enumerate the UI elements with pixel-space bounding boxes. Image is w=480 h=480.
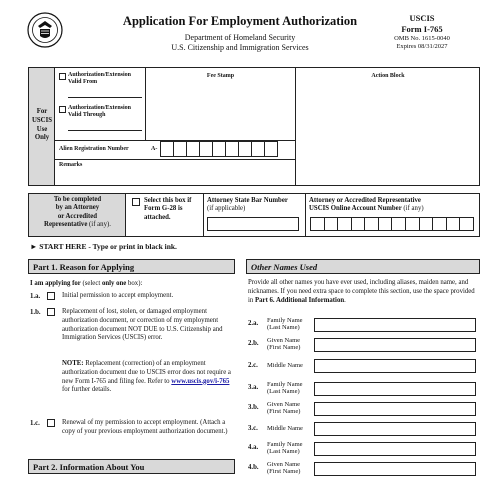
auth-valid-from-checkbox[interactable] <box>59 73 66 80</box>
row-number: 4.a. <box>248 444 259 451</box>
fee-stamp-label: Fee Stamp <box>206 73 235 79</box>
row-number: 3.b. <box>248 404 259 411</box>
bar-number-label: Attorney State Bar Number (if applicable) <box>207 197 288 213</box>
g28-attached-label: Select this box if Form G-28 is attached. <box>144 197 192 221</box>
alien-registration-input[interactable] <box>160 141 278 157</box>
given-name-input[interactable] <box>314 402 476 416</box>
part2-header: Part 2. Information About You <box>28 459 235 474</box>
form-number: Form I-765 <box>401 24 443 34</box>
item-1c-number: 1.c. <box>30 420 40 427</box>
omb-number: OMB No. 1615-0040 <box>394 35 450 42</box>
family-name-input[interactable] <box>314 382 476 396</box>
auth-valid-through-label: Authorization/Extension Valid Through <box>68 105 132 118</box>
name-row <box>248 337 480 353</box>
expiration-date: Expires 08/31/2027 <box>396 43 448 50</box>
given-name-label: Given Name (First Name) <box>267 337 301 352</box>
item-1a-number: 1.a. <box>30 293 41 300</box>
remarks-label: Remarks <box>59 162 83 168</box>
name-row <box>248 401 480 417</box>
form-title: Application For Employment Authorization <box>122 14 358 28</box>
family-name-input[interactable] <box>314 318 476 332</box>
uscis-i765-link[interactable]: www.uscis.gov/i-765 <box>171 377 230 385</box>
middle-name-label: Middle Name <box>267 362 303 369</box>
other-names-header: Other Names Used <box>246 259 480 274</box>
given-name-label: Given Name (First Name) <box>267 461 301 476</box>
row-number: 2.b. <box>248 340 259 347</box>
bar-number-input[interactable] <box>207 217 299 231</box>
item-1a-text: Initial permission to accept employment. <box>62 292 174 299</box>
given-name-input[interactable] <box>314 462 476 476</box>
family-name-input[interactable] <box>314 442 476 456</box>
alien-registration-label: Alien Registration Number <box>59 146 129 152</box>
item-1a-checkbox[interactable] <box>47 292 55 300</box>
agency-code: USCIS <box>409 13 435 23</box>
online-account-input[interactable] <box>310 217 474 231</box>
name-row <box>248 381 480 397</box>
name-row <box>248 358 480 374</box>
auth-valid-from-label: Authorization/Extension Valid From <box>68 72 132 85</box>
family-name-label: Family Name (Last Name) <box>267 317 303 332</box>
item-1b-number: 1.b. <box>30 309 41 316</box>
middle-name-label: Middle Name <box>267 425 303 432</box>
row-number: 3.c. <box>248 425 258 432</box>
middle-name-input[interactable] <box>314 359 476 373</box>
attorney-completed-by-label: To be completed by an Attorney or Accredited Representative (if any). <box>44 196 111 229</box>
name-row <box>248 317 480 333</box>
alien-prefix: A- <box>151 146 158 152</box>
item-1b-text: Replacement of lost, stolen, or damaged employment authorization document, or correction of my employment authorization document NOT DUE to U.S. Citizenship and Immigration Services (USCIS) error. <box>62 308 223 342</box>
middle-name-input[interactable] <box>314 422 476 436</box>
given-name-input[interactable] <box>314 338 476 352</box>
item-1b-checkbox[interactable] <box>47 308 55 316</box>
given-name-label: Given Name (First Name) <box>267 401 301 416</box>
row-number: 4.b. <box>248 464 259 471</box>
name-row <box>248 441 480 457</box>
item-1c-checkbox[interactable] <box>47 419 55 427</box>
agency-name: U.S. Citizenship and Immigration Services <box>171 43 309 52</box>
start-here-instruction: ► START HERE - Type or print in black ink. <box>30 242 177 251</box>
part1-header: Part 1. Reason for Applying <box>28 259 235 274</box>
auth-valid-through-checkbox[interactable] <box>59 106 66 113</box>
uscis-use-only-label: For USCIS Use Only <box>31 108 53 142</box>
item-1c-text: Renewal of my permission to accept employment. (Attach a copy of your previous employment authorization document.) <box>62 419 228 435</box>
row-number: 2.c. <box>248 362 258 369</box>
g28-attached-checkbox[interactable] <box>132 198 140 206</box>
department-name: Department of Homeland Security <box>184 33 296 42</box>
replacement-note: NOTE: Replacement (correction) of an employment authorization document due to USCIS error does not require a new Form I-765 and filing fee. Refer to www.uscis.gov/i-765 for further details. <box>62 360 231 394</box>
name-row <box>248 421 480 437</box>
family-name-label: Family Name (Last Name) <box>267 381 303 396</box>
other-names-intro: Provide all other names you have ever used, including aliases, maiden name, and nicknames. If you need extra space to complete this section, use the space provided in Part 6. Additional Information. <box>248 279 475 304</box>
online-account-label: Attorney or Accredited Representative USCIS Online Account Number (if any) <box>309 197 424 213</box>
row-number: 2.a. <box>248 320 259 327</box>
action-block-label: Action Block <box>371 73 405 79</box>
row-number: 3.a. <box>248 384 259 391</box>
name-row <box>248 461 480 477</box>
family-name-label: Family Name (Last Name) <box>267 441 303 456</box>
part1-instruction: I am applying for (select only one box): <box>30 280 143 287</box>
